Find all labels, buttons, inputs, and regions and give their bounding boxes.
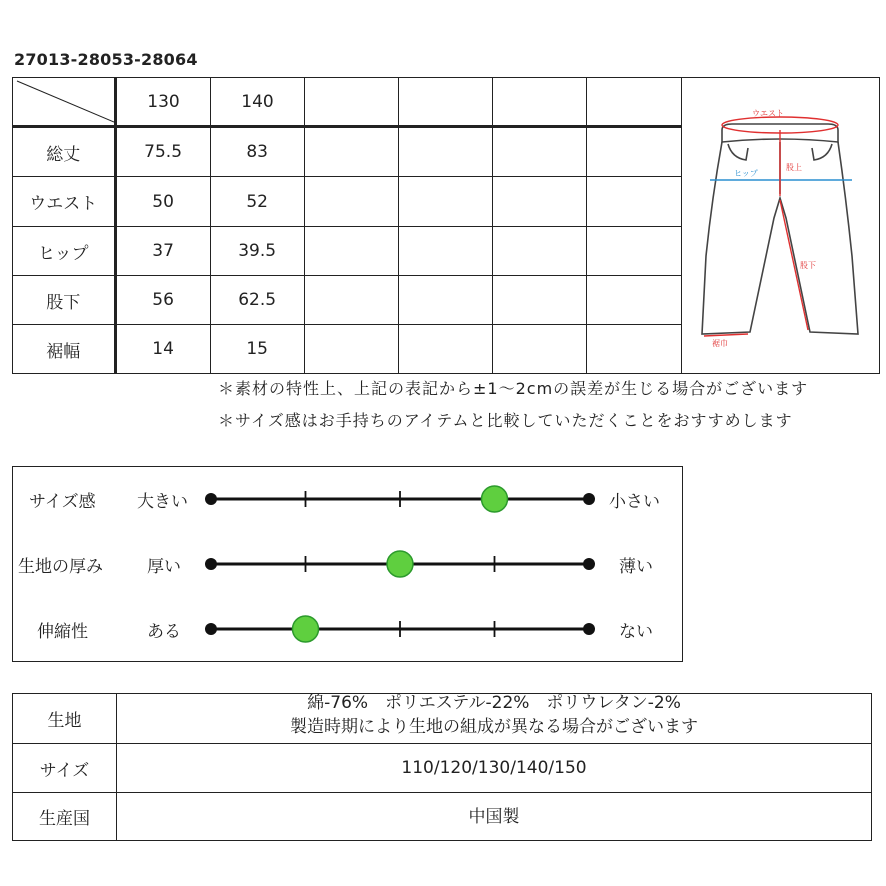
table-cell	[587, 128, 681, 176]
size-feel-left: 大きい	[137, 492, 188, 512]
thickness-label: 生地の厚み	[18, 557, 103, 577]
origin-key: 生産国	[13, 793, 117, 840]
size-feel-right: 小さい	[609, 492, 660, 512]
row-label: 股下	[13, 276, 117, 324]
table-cell	[587, 177, 681, 226]
diagonal-line	[13, 78, 114, 125]
fabric-note: 製造時期により生地の組成が異なる場合がございます	[290, 716, 698, 737]
size-row	[13, 744, 871, 792]
table-row	[13, 177, 681, 226]
table-cell: 15	[211, 325, 305, 373]
size-feel-label: サイズ感	[29, 492, 96, 512]
note-tolerance: ＊素材の特性上、上記の表記から±1〜2cmの誤差が生じる場合がございます	[218, 379, 809, 398]
info-table	[12, 693, 872, 841]
origin-row	[13, 793, 871, 840]
thickness-right: 薄い	[619, 557, 653, 577]
size-key: サイズ	[13, 744, 117, 792]
feel-scales	[13, 467, 681, 660]
table-cell	[587, 227, 681, 275]
product-code: 27013-28053-28064	[14, 50, 198, 69]
rise-label: 股上	[786, 163, 802, 172]
table-cell	[399, 128, 493, 176]
size-value: 110/120/130/140/150	[401, 758, 587, 778]
table-cell	[493, 128, 587, 176]
pants-diagram	[682, 78, 878, 372]
thickness-scale	[205, 551, 595, 577]
corner-cell	[13, 78, 117, 125]
table-cell	[399, 177, 493, 226]
stretch-left: ある	[147, 622, 181, 642]
fabric-key: 生地	[13, 694, 117, 743]
pants-diagram-box	[682, 77, 880, 374]
thickness-left: 厚い	[147, 557, 181, 577]
table-cell: 37	[117, 227, 211, 275]
table-cell	[587, 325, 681, 373]
table-row	[13, 325, 681, 373]
note-compare: ＊サイズ感はお手持ちのアイテムと比較していただくことをおすすめします	[218, 411, 793, 430]
table-row	[13, 227, 681, 275]
fabric-value	[117, 694, 871, 743]
table-cell: 14	[117, 325, 211, 373]
table-row	[13, 276, 681, 324]
table-cell	[493, 177, 587, 226]
table-cell	[399, 276, 493, 324]
stretch-right: ない	[619, 622, 653, 642]
size-table-header	[13, 78, 681, 125]
row-label: ヒップ	[13, 227, 117, 275]
hip-label: ヒップ	[734, 169, 758, 178]
scale-end-dot	[205, 493, 217, 505]
table-cell: 83	[211, 128, 305, 176]
scale-end-dot	[205, 623, 217, 635]
scale-end-dot	[583, 493, 595, 505]
table-cell	[399, 227, 493, 275]
table-cell	[493, 227, 587, 275]
table-cell: 56	[117, 276, 211, 324]
table-cell	[399, 325, 493, 373]
table-cell	[493, 325, 587, 373]
scale-end-dot	[205, 558, 217, 570]
size-header	[587, 78, 681, 125]
feel-box	[12, 466, 683, 662]
origin-value: 中国製	[468, 806, 520, 827]
size-header	[305, 78, 399, 125]
table-cell	[305, 177, 399, 226]
fabric-composition: 綿-76% ポリエステル-22% ポリウレタン-2%	[307, 692, 681, 713]
level-marker	[482, 486, 508, 512]
level-marker	[387, 551, 413, 577]
row-label: 裾幅	[13, 325, 117, 373]
size-header: 130	[117, 78, 211, 125]
table-cell	[305, 128, 399, 176]
waist-label: ウエスト	[752, 109, 784, 118]
row-label: ウエスト	[13, 177, 117, 226]
size-feel-scale	[205, 486, 595, 512]
table-cell	[305, 276, 399, 324]
level-marker	[293, 616, 319, 642]
scale-end-dot	[583, 558, 595, 570]
table-cell	[493, 276, 587, 324]
size-table	[12, 77, 682, 374]
table-cell	[587, 276, 681, 324]
table-cell	[305, 325, 399, 373]
size-header	[493, 78, 587, 125]
table-cell: 62.5	[211, 276, 305, 324]
table-cell: 52	[211, 177, 305, 226]
stretch-label: 伸縮性	[37, 622, 88, 642]
hem-label: 裾巾	[712, 339, 728, 348]
row-label: 総丈	[13, 128, 117, 176]
table-cell: 39.5	[211, 227, 305, 275]
table-cell: 50	[117, 177, 211, 226]
table-row	[13, 128, 681, 176]
table-cell: 75.5	[117, 128, 211, 176]
scale-end-dot	[583, 623, 595, 635]
stretch-scale	[205, 616, 595, 642]
table-cell	[305, 227, 399, 275]
size-header: 140	[211, 78, 305, 125]
inseam-label: 股下	[800, 261, 816, 270]
size-header	[399, 78, 493, 125]
fabric-row	[13, 694, 871, 743]
